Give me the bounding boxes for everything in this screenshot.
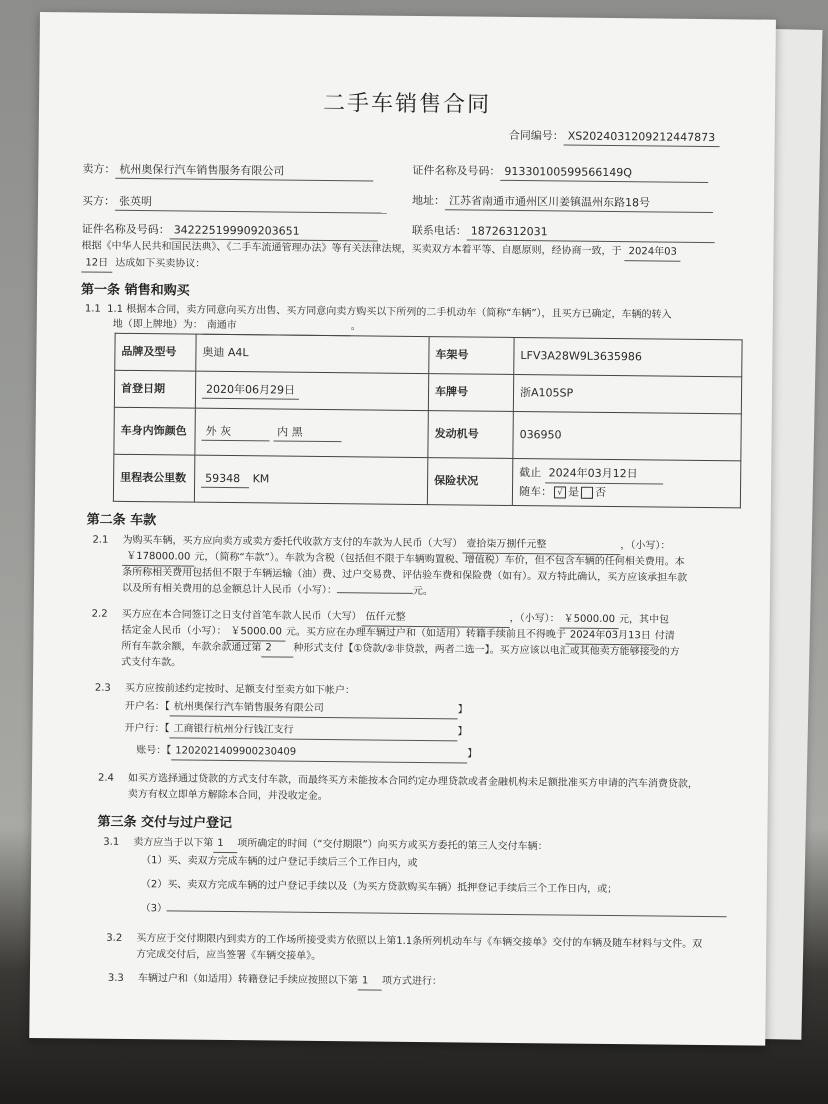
color-label: 车身内饰颜色 bbox=[114, 407, 195, 455]
table-row bbox=[113, 454, 740, 508]
clause-2-4-line-1: 如买方选择通过贷款的方式支付车款，而最终买方未能按本合同约定办理贷款或者金融机构未足额批准买方申请的汽车消费贷款， bbox=[127, 772, 699, 790]
option-2: （2）买、卖双方完成车辆的过户登记手续以及（为买方贷款购买车辆）抵押登记手续后三个工作日内，或； bbox=[140, 879, 618, 896]
clause-2-1-num: 2.1 bbox=[92, 534, 109, 546]
vehicle-table bbox=[113, 333, 743, 509]
insurance-cell: 截止 2024年03月12日 随车： √ 是 否 bbox=[512, 458, 740, 507]
clause-2-2-line-4: 式支付车款。 bbox=[121, 656, 182, 669]
phone-row: 联系电话： 18726312031 bbox=[412, 222, 715, 243]
contract-page bbox=[29, 12, 776, 1046]
clause-2-1-line-1: 为购买车辆，买方应向卖方或卖方委托代收款方支付的车款为人民币（大写） 壹拾柒万捌仟元整 ，（小写）： bbox=[122, 533, 670, 555]
color-cell: 外 灰 内 黑 bbox=[195, 408, 428, 457]
account-number-row: 账号：【 1202021409900230409 】 bbox=[136, 743, 477, 763]
clause-2-3-text: 买方应按前述约定按时、足额支付至卖方如下帐户： bbox=[124, 682, 355, 697]
clause-2-4-line-2: 卖方有权立即单方解除本合同，并没收定金。 bbox=[127, 788, 328, 803]
article-3-title: 第三条 交付与过户登记 bbox=[97, 814, 233, 832]
contract-number: 合同编号： XS2024031209212447873 bbox=[509, 127, 720, 147]
seller-row: 卖方： 杭州奥保行汽车销售服务有限公司 bbox=[82, 160, 373, 181]
clause-2-2-line-1: 买方应在本合同签订之日支付首笔车款人民币（大写） 伍仟元整 ，（小写）： ￥5000.00 元，其中包 bbox=[122, 607, 670, 629]
table-row bbox=[114, 407, 741, 461]
mileage-label: 里程表公里数 bbox=[113, 454, 194, 502]
buyer-row: 买方： 张英明 bbox=[82, 192, 387, 213]
clause-3-1-num: 3.1 bbox=[103, 836, 120, 848]
option-1: （1）买、卖双方完成车辆的过户登记手续后三个工作日内，或 bbox=[141, 855, 418, 869]
clause-1-1-line-2: 地（即上牌地）为： 南通市 。 bbox=[113, 317, 361, 336]
article-1-title: 第一条 销售和购买 bbox=[81, 282, 190, 299]
plate-label: 车牌号 bbox=[428, 374, 513, 412]
mileage-cell: 59348 KM bbox=[194, 455, 427, 504]
account-name-row: 开户名：【 杭州奥保行汽车销售服务有限公司 】 bbox=[125, 699, 468, 719]
clause-2-2-num: 2.2 bbox=[91, 608, 108, 620]
insurance-yes-checkbox: √ bbox=[554, 486, 566, 498]
clause-3-3-text: 车辆过户和（如适用）转籍登记手续应按照以下第 1 项方式进行： bbox=[138, 971, 442, 991]
address-row: 地址： 江苏省南通市通州区川姜镇温州东路18号 bbox=[412, 192, 713, 213]
brand-value: 奥迪 A4L bbox=[196, 334, 429, 373]
brand-label: 品牌及型号 bbox=[115, 333, 196, 371]
clause-1-1-line-1: 1.1 1.1 根据本合同，卖方同意向买方出售、买方同意向卖方购买以下所列的二手机动车（简称“车辆”），且买方已确定，车辆的转入 bbox=[84, 303, 672, 321]
clause-2-1-line-4: 以及所有相关费用的总金额总计人民币（小写）： 元。 bbox=[121, 582, 434, 598]
vin-label: 车架号 bbox=[429, 337, 514, 375]
insurance-label: 保险状况 bbox=[427, 458, 512, 506]
seller-id-row: 证件名称及号码： 91330100599566149Q bbox=[412, 162, 708, 183]
clause-2-1-line-2: ￥178000.00 元，（简称“车款”）。车款为含税（包括但不限于车辆购置税、增值税）车价，但不包含车辆的任何相关费用。本 bbox=[122, 549, 685, 571]
reg-date-cell: 2020年06月29日 bbox=[195, 371, 428, 410]
account-bank-row: 开户行：【 工商银行杭州分行钱江支行 】 bbox=[124, 721, 467, 741]
engine-label: 发动机号 bbox=[428, 411, 513, 459]
article-2-title: 第二条 车款 bbox=[86, 512, 157, 529]
clause-3-2-line-1: 买方应于交付期限内到卖方的工作场所接受卖方依照以上第1.1条所列机动车与《车辆交接单》交付的车辆及随车材料与文件。双 bbox=[136, 933, 703, 950]
buyer-id-row: 证件名称及号码： 342225199909203651 bbox=[82, 220, 378, 241]
clause-3-1-text: 卖方应当于以下第 1 项所确定的时间（“交付期限”）向买方或买方委托的第三人交付车辆： bbox=[133, 837, 548, 853]
clause-2-3-num: 2.3 bbox=[94, 682, 111, 694]
clause-3-3-num: 3.3 bbox=[107, 972, 124, 984]
intro-line-2: 12日 达成如下买卖协议： bbox=[81, 255, 205, 273]
clause-2-2-line-3: 所有车款余额，车款余款通过第 2 种形式支付【①贷款/②非贷款，两者二选一】。买方应该以电汇或其他卖方能够接受的方 bbox=[121, 640, 680, 658]
option-3: （3） bbox=[141, 901, 728, 923]
reg-date-label: 首登日期 bbox=[114, 370, 195, 408]
clause-2-4-num: 2.4 bbox=[97, 772, 114, 784]
clause-3-2-num: 3.2 bbox=[106, 932, 123, 944]
engine-value: 036950 bbox=[513, 411, 741, 460]
contract-title: 二手车销售合同 bbox=[322, 90, 492, 118]
clause-2-2-line-2: 括定金人民币（小写）： ￥5000.00 元。买方应在办理车辆过户和（如适用）转籍手续前且不得晚于 2024年03月13日 付清 bbox=[121, 623, 674, 645]
intro-line-1: 根据《中华人民共和国民法典》、《二手车流通管理办法》等有关法律法规，买卖双方本着平等、自愿原则，经协商一致，于 2024年03 bbox=[81, 238, 681, 261]
clause-2-1-line-3: 条所称相关费用包括但不限于车辆运输（油）费、过户交易费、评估验车费和保险费（如有）。双方特此确认，买方应该承担车款 bbox=[122, 566, 688, 584]
clause-3-2-line-2: 方完成交付后，应当签署《车辆交接单》。 bbox=[136, 949, 322, 962]
insurance-no-checkbox bbox=[581, 486, 593, 498]
plate-value: 浙A105SP bbox=[513, 374, 741, 413]
vin-value: LFV3A28W9L3635986 bbox=[514, 337, 742, 376]
